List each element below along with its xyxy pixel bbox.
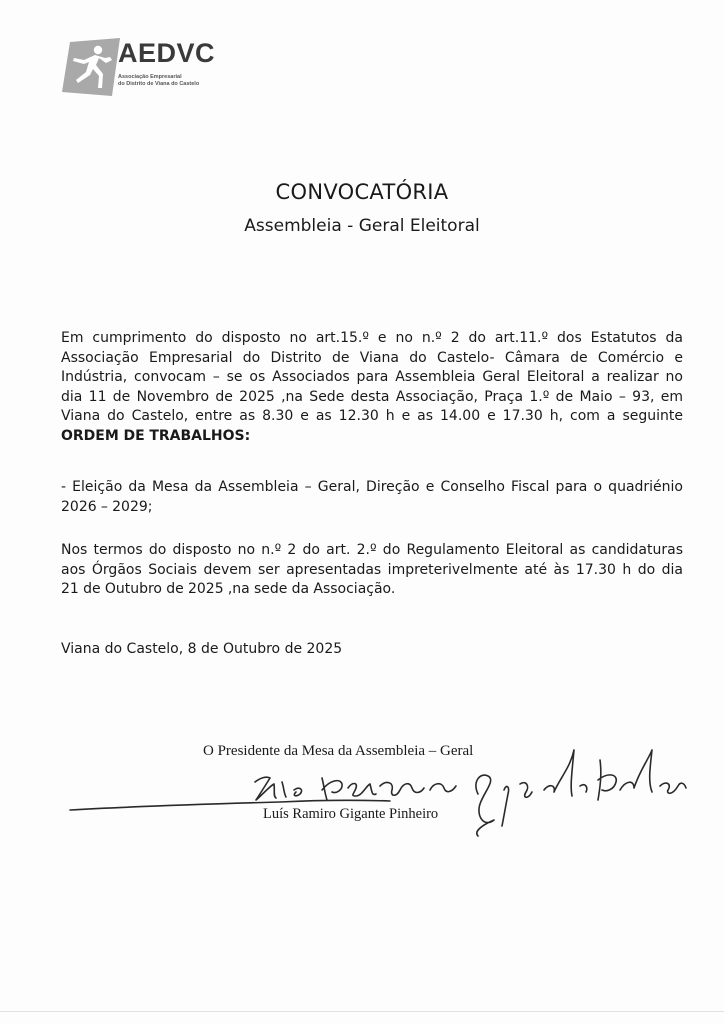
paragraph-line: dia 11 de Novembro de 2025 ,na Sede desta Associação, Praça 1.º de Maio – 93, em — [61, 388, 683, 405]
logo-name: AEDVC — [118, 38, 216, 68]
runner-logo-icon — [62, 36, 122, 98]
paragraph-line: Em cumprimento do disposto no art.15.º e no n.º 2 do art.11.º dos Estatutos da — [61, 330, 683, 346]
paragraph-line: aos Órgãos Sociais devem ser apresentadas impreterivelmente até às 17.30 h do dia — [61, 561, 683, 578]
logo-subtitle — [118, 74, 228, 87]
paragraph-line: 2026 – 2029; — [61, 498, 153, 515]
document-subtitle: Assembleia - Geral Eleitoral — [244, 216, 480, 236]
signatory-name: Luís Ramiro Gigante Pinheiro — [263, 806, 439, 822]
agenda-item — [61, 478, 683, 517]
candidacy-paragraph — [61, 541, 683, 600]
aedvc-logo — [62, 36, 232, 98]
document-title: CONVOCATÓRIA — [275, 180, 449, 204]
paragraph-line: - Eleição da Mesa da Assembleia – Geral, Direção e Conselho Fiscal para o quadriénio — [61, 479, 683, 495]
paragraph-line: Associação Empresarial do Distrito de Viana do Castelo- Câmara de Comércio e — [61, 349, 683, 366]
signatory-role: O Presidente da Mesa da Assembleia – Geral — [203, 743, 474, 759]
paragraph-line: Nos termos do disposto no n.º 2 do art. 2.º do Regulamento Eleitoral as candidaturas — [61, 542, 683, 558]
logo-subtitle-line-2: do Distrito de Viana do Castelo — [118, 80, 200, 87]
place-date: Viana do Castelo, 8 de Outubro de 2025 — [61, 641, 343, 657]
paragraph-line: 21 de Outubro de 2025 ,na sede da Associação. — [61, 581, 396, 597]
page-edge-divider — [0, 1011, 724, 1012]
logo-subtitle-line-1: Associação Empresarial — [118, 74, 182, 80]
paragraph-line: Viana do Castelo, entre as 8.30 e as 12.30 h e as 14.00 e 17.30 h, com a seguinte — [61, 408, 683, 424]
agenda-heading: ORDEM DE TRABALHOS: — [61, 427, 251, 444]
paragraph-line: Indústria, convocam – se os Associados para Assembleia Geral Eleitoral a realizar no — [61, 369, 683, 385]
convocation-paragraph — [61, 329, 683, 446]
